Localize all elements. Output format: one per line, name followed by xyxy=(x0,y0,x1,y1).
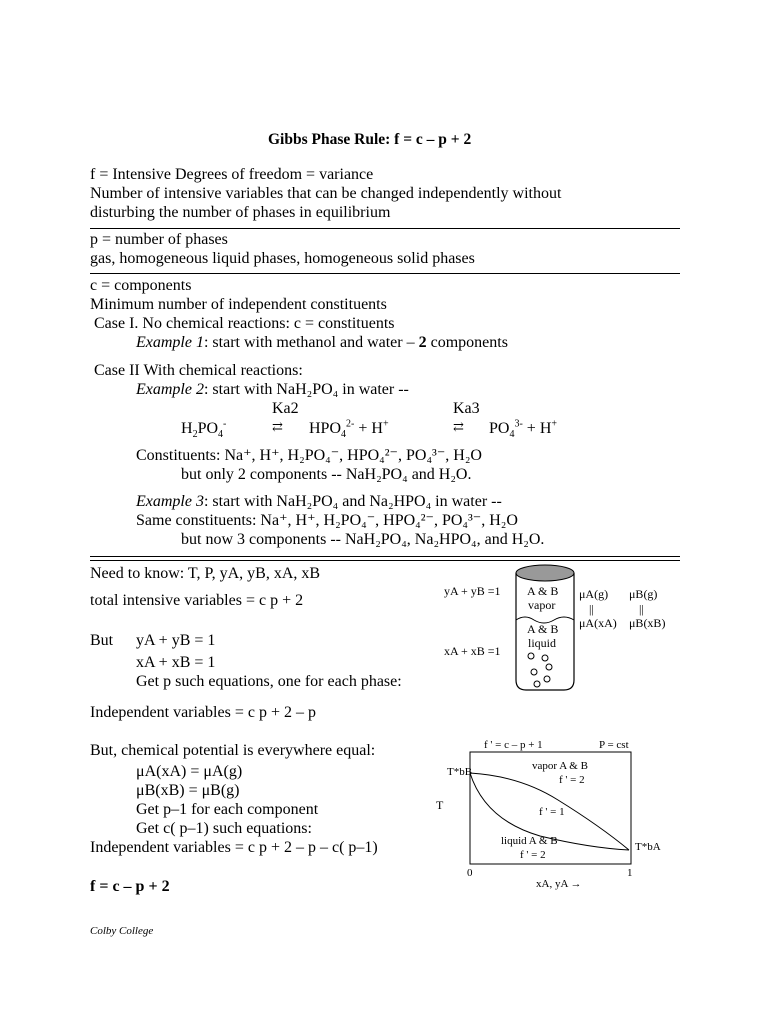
constituents-line: Constituents: Na⁺, H⁺, H₂PO₄⁻, HPO₄²⁻, PO₄³⁻, H₂O xyxy=(136,447,482,464)
get-p-equations: Get p such equations, one for each phase: xyxy=(136,673,402,690)
total-intensive: total intensive variables = c p + 2 xyxy=(90,592,304,609)
vapor-region-f: f ' = 2 xyxy=(559,774,585,786)
mu-a-equation: μA(xA) = μA(g) xyxy=(136,763,243,780)
liquid-region-label: liquid A & B xyxy=(501,835,558,847)
x-axis-start: 0 xyxy=(467,867,473,879)
species-hpo4: $HPO_4^{2-} + H^+$ xyxy=(309,418,389,441)
case-2: Case II With chemical reactions: xyxy=(94,362,303,379)
temperature-axis: T xyxy=(436,798,444,812)
same-constituents: Same constituents: Na⁺, H⁺, H₂PO₄⁻, HPO₄²⁻, PO₄³⁻, H₂O xyxy=(136,512,518,529)
mu-a-gas: μA(g) xyxy=(579,587,609,601)
example-1: Example 1: start with methanol and water – 2 components xyxy=(136,334,508,351)
p-description: gas, homogeneous liquid phases, homogeneous solid phases xyxy=(90,250,475,267)
liquid-label-1: A & B xyxy=(527,622,559,636)
liquid-region-f: f ' = 2 xyxy=(520,849,546,861)
species-po4: $PO_4^{3-} + H^+$ xyxy=(489,418,558,441)
equilibrium-arrow-icon: ⇄ xyxy=(272,419,283,434)
liquid-label-2: liquid xyxy=(528,636,557,650)
diagram-top-label: f ' = c – p + 1 xyxy=(484,739,543,751)
get-c-equations: Get c( p–1) such equations: xyxy=(136,820,312,837)
c-definition: c = components xyxy=(90,277,192,294)
tbA-label: T*bA xyxy=(635,841,661,853)
tbB-label: T*bB xyxy=(447,766,473,778)
equals-mark: || xyxy=(639,602,644,616)
p-definition: p = number of phases xyxy=(90,231,228,248)
example-3: Example 3: start with NaH₂PO₄ and Na₂HPO₄ in water -- xyxy=(136,493,502,510)
independent-variables-1: Independent variables = c p + 2 – p xyxy=(90,704,316,721)
sum-x-equation: xA + xB = 1 xyxy=(136,654,216,671)
vapor-region-label: vapor A & B xyxy=(532,760,588,772)
ka3-label: Ka3 xyxy=(453,400,480,417)
final-rule: f = c – p + 2 xyxy=(90,878,170,895)
vessel-x-equation: xA + xB =1 xyxy=(444,644,501,658)
vapor-label-2: vapor xyxy=(528,598,556,612)
ka2-label: Ka2 xyxy=(272,400,299,417)
vapor-label-1: A & B xyxy=(527,584,559,598)
equilibrium-arrow-icon: ⇄ xyxy=(453,419,464,434)
now-three-components: but now 3 components -- NaH₂PO₄, Na₂HPO₄, and H₂O. xyxy=(181,531,545,548)
f-description-2: disturbing the number of phases in equilibrium xyxy=(90,204,391,221)
mu-b-liquid: μB(xB) xyxy=(629,616,666,630)
f-description-1: Number of intensive variables that can be changed independently without xyxy=(90,185,562,202)
sum-y-equation: yA + yB = 1 xyxy=(136,632,216,649)
mu-b-gas: μB(g) xyxy=(629,587,658,601)
mu-b-equation: μB(xB) = μB(g) xyxy=(136,782,240,799)
x-axis-end: 1 xyxy=(627,867,633,879)
c-description: Minimum number of independent constituents xyxy=(90,296,387,313)
equals-mark: || xyxy=(589,602,594,616)
pressure-constant: P = cst xyxy=(599,739,629,751)
page-title: Gibbs Phase Rule: f = c – p + 2 xyxy=(268,131,472,148)
two-phase-f: f ' = 1 xyxy=(539,806,565,818)
mu-a-liquid: μA(xA) xyxy=(579,616,617,630)
only-two-components: but only 2 components -- NaH₂PO₄ and H₂O. xyxy=(181,466,472,483)
case-1: Case I. No chemical reactions: c = constituents xyxy=(94,315,395,332)
independent-variables-2: Independent variables = c p + 2 – p – c( p–1) xyxy=(90,839,378,856)
vessel-y-equation: yA + yB =1 xyxy=(444,584,501,598)
f-definition: f = Intensive Degrees of freedom = variance xyxy=(90,166,374,183)
chemical-potential-equal: But, chemical potential is everywhere equal: xyxy=(90,742,376,759)
footer: Colby College xyxy=(90,925,154,937)
species-h2po4: $H_2PO_4^-$ xyxy=(181,418,227,441)
example-2: Example 2: start with NaH₂PO₄ in water -- xyxy=(136,381,409,398)
but-label: But xyxy=(90,632,114,649)
x-axis-label: xA, yA → xyxy=(536,878,582,890)
need-to-know: Need to know: T, P, yA, yB, xA, xB xyxy=(90,565,321,582)
get-p-minus-1: Get p–1 for each component xyxy=(136,801,319,818)
